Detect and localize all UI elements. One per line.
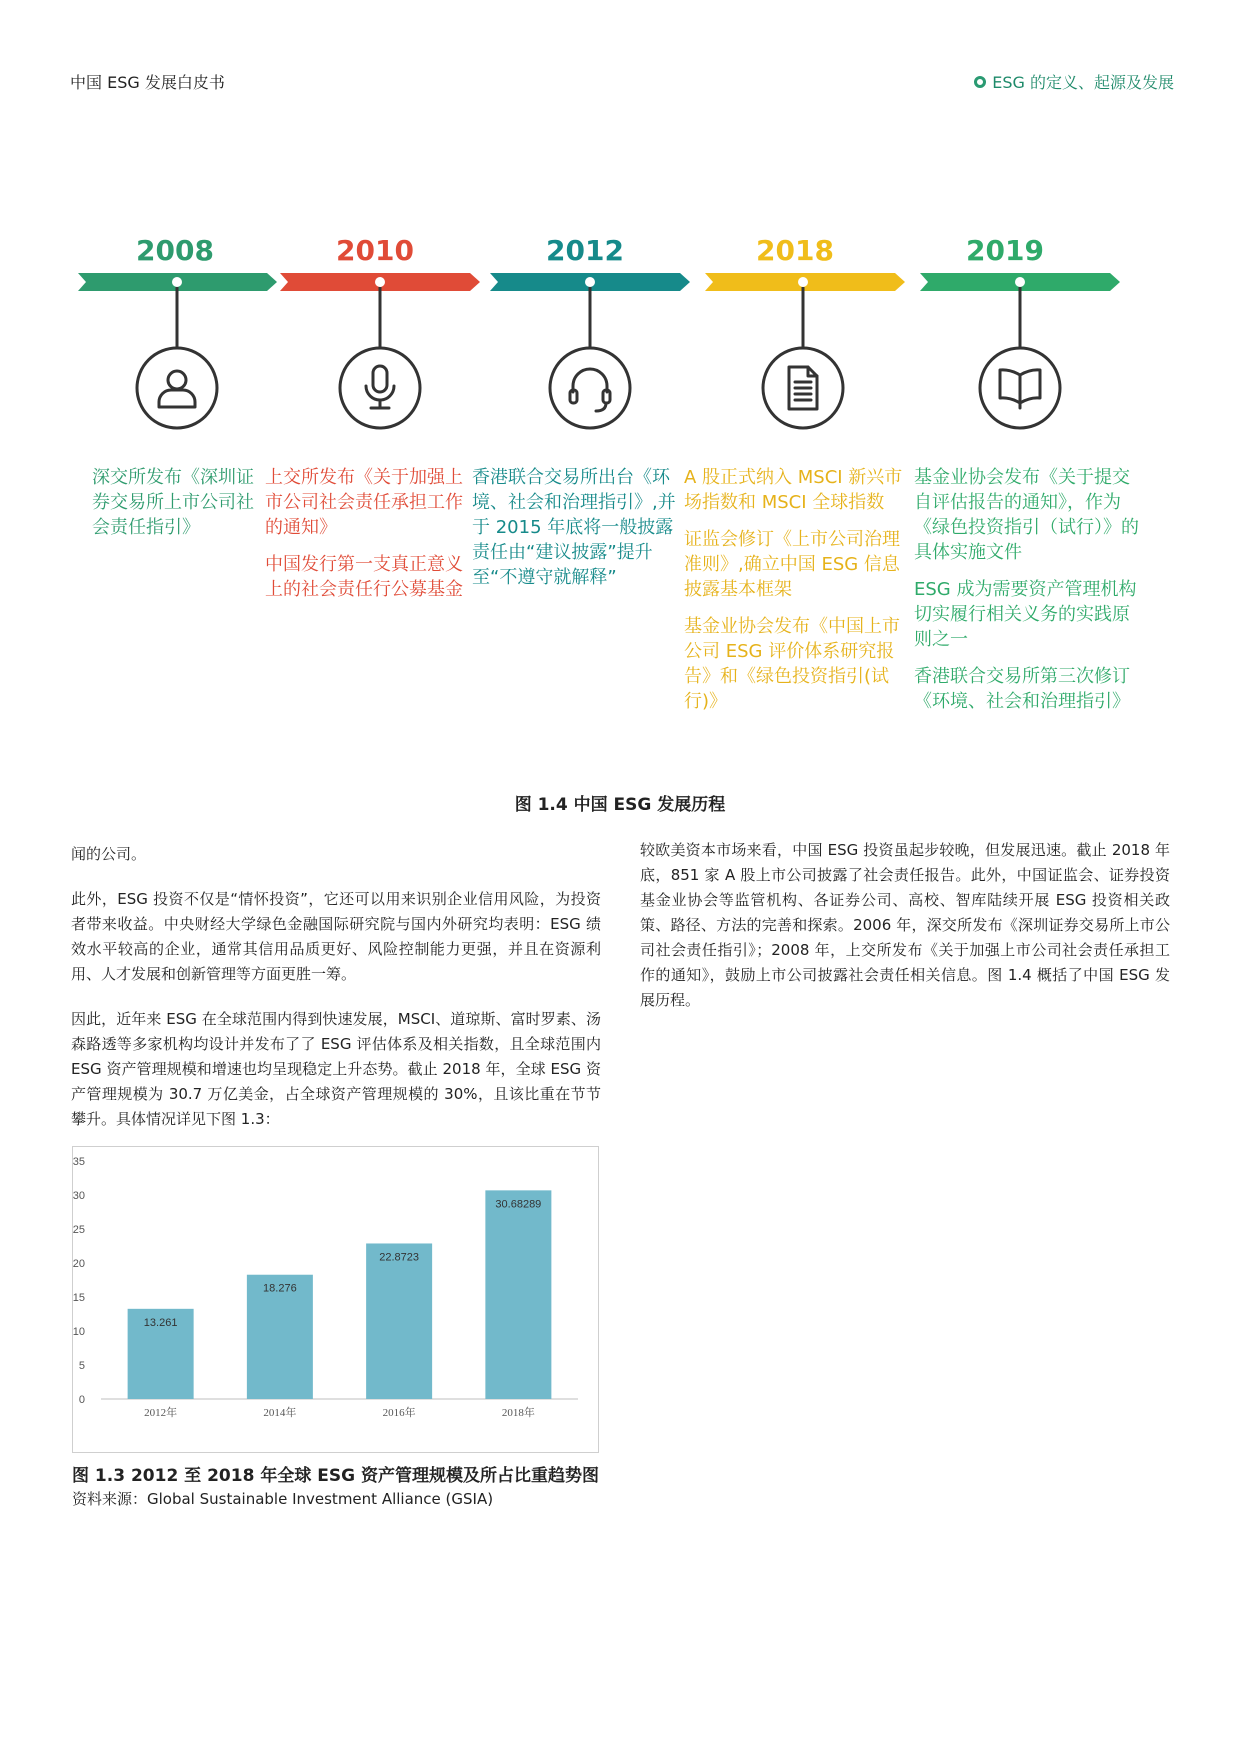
paragraph: 此外，ESG 投资不仅是“情怀投资”，它还可以用来识别企业信用风险，为投资者带来收益。中央财经大学绿色金融国际研究院与国内外研究均表明：ESG 绩效水平较高的企业，通常其信用品质更好、风险控制能力更强，并且在资源利用、人才发展和创新管理等方面更胜一筹。 bbox=[71, 890, 601, 983]
timeline-circle bbox=[340, 348, 420, 428]
left-column bbox=[71, 842, 601, 1132]
y-tick-label: 20 bbox=[73, 1258, 85, 1270]
bar-chart bbox=[72, 1146, 599, 1453]
timeline-dot bbox=[585, 277, 595, 287]
bar bbox=[485, 1190, 551, 1399]
right-column bbox=[640, 838, 1170, 1033]
year-2010: 2010 bbox=[336, 234, 414, 267]
figure-caption: 图 1.4 中国 ESG 发展历程 bbox=[514, 795, 726, 815]
x-tick-label: 2018年 bbox=[501, 1407, 535, 1419]
bar-value-label: 18.276 bbox=[263, 1282, 297, 1295]
timeline-dot bbox=[375, 277, 385, 287]
year-2018: 2018 bbox=[756, 234, 834, 267]
timeline-circle bbox=[550, 348, 630, 428]
year-2012: 2012 bbox=[546, 234, 624, 267]
desc-2010 bbox=[265, 465, 465, 614]
timeline-dot bbox=[172, 277, 182, 287]
chart-title: 图 1.3 2012 至 2018 年全球 ESG 资产管理规模及所占比重趋势图 bbox=[72, 1466, 599, 1486]
chart-source: 资料来源：Global Sustainable Investment Alliance (GSIA) bbox=[72, 1490, 494, 1508]
timeline-dot bbox=[798, 277, 808, 287]
y-tick-label: 0 bbox=[78, 1394, 85, 1406]
header-title: 中国 ESG 发展白皮书 bbox=[70, 73, 225, 92]
y-tick-label: 25 bbox=[73, 1224, 85, 1236]
desc-2018-item: 证监会修订《上市公司治理准则》,确立中国 ESG 信息披露基本框架 bbox=[684, 529, 900, 600]
desc-2019-item: ESG 成为需要资产管理机构切实履行相关义务的实践原则之一 bbox=[914, 579, 1137, 650]
desc-2010-item: 上交所发布《关于加强上市公司社会责任承担工作的通知》 bbox=[265, 467, 463, 538]
x-tick-label: 2016年 bbox=[382, 1407, 416, 1419]
y-tick-label: 10 bbox=[73, 1326, 85, 1338]
desc-2019-item: 香港联合交易所第三次修订《环境、社会和治理指引》 bbox=[914, 666, 1130, 712]
desc-2012-item: 香港联合交易所出台《环境、社会和治理指引》,并于 2015 年底将一般披露责任由“建议披露”提升至“不遵守就解释” bbox=[472, 467, 676, 588]
desc-2008-item: 深交所发布《深圳证券交易所上市公司社会责任指引》 bbox=[92, 467, 254, 538]
bar-value-label: 22.8723 bbox=[379, 1251, 420, 1264]
y-tick-label: 35 bbox=[73, 1156, 85, 1168]
timeline-dot bbox=[1015, 277, 1025, 287]
section-title: ESG 的定义、起源及发展 bbox=[992, 73, 1174, 92]
circle-icon bbox=[974, 76, 986, 88]
paragraph: 闻的公司。 bbox=[71, 845, 147, 863]
y-tick-label: 15 bbox=[73, 1292, 85, 1304]
chart-svg bbox=[73, 1147, 598, 1452]
desc-2018-item: 基金业协会发布《中国上市公司 ESG 评价体系研究报告》和《绿色投资指引(试行)》 bbox=[684, 616, 900, 712]
desc-2019 bbox=[914, 465, 1146, 726]
desc-2008 bbox=[92, 465, 254, 552]
bar-value-label: 13.261 bbox=[143, 1316, 178, 1329]
desc-2019-item: 基金业协会发布《关于提交自评估报告的通知》，作为《绿色投资指引（试行）》的具体实施文件 bbox=[914, 467, 1139, 563]
year-2019: 2019 bbox=[966, 234, 1044, 267]
desc-2012 bbox=[472, 465, 684, 602]
paragraph: 较欧美资本市场来看，中国 ESG 投资虽起步较晚，但发展迅速。截止 2018 年底，851 家 A 股上市公司披露了社会责任报告。此外，中国证监会、证券投资基金业协会等监管机构、各证券公司、高校、智库陆续开展 ESG 投资相关政策、路径、方法的完善和探索。2006 年，深交所发布《深圳证券交易所上市公司社会责任指引》；2008 年，上交所发布《关于加强上市公司社会责任承担工作的通知》，鼓励上市公司披露社会责任相关信息。图 1.4 概括了中国 ESG 发展历程。 bbox=[640, 841, 1170, 1009]
y-tick-label: 30 bbox=[73, 1190, 85, 1202]
x-tick-label: 2014年 bbox=[263, 1407, 297, 1419]
paragraph: 因此，近年来 ESG 在全球范围内得到快速发展，MSCI、道琼斯、富时罗素、汤森路透等多家机构均设计并发布了了 ESG 评估体系及相关指数，且全球范围内 ESG 资产管理规模和增速也均呈现稳定上升态势。截止 2018 年，全球 ESG 资产管理规模为 30.7 万亿美金，占全球资产管理规模的 30%，且该比重在节节攀升。具体情况详见下图 1.3： bbox=[71, 1010, 601, 1128]
y-tick-label: 5 bbox=[78, 1360, 85, 1372]
desc-2018-item: A 股正式纳入 MSCI 新兴市场指数和 MSCI 全球指数 bbox=[684, 467, 903, 513]
x-tick-label: 2012年 bbox=[144, 1407, 178, 1419]
desc-2010-item: 中国发行第一支真正意义上的社会责任行公募基金 bbox=[265, 554, 463, 600]
year-2008: 2008 bbox=[136, 234, 214, 267]
bar-value-label: 30.68289 bbox=[495, 1198, 542, 1211]
header-section bbox=[974, 70, 1174, 93]
bar bbox=[366, 1243, 432, 1399]
desc-2018 bbox=[684, 465, 910, 726]
